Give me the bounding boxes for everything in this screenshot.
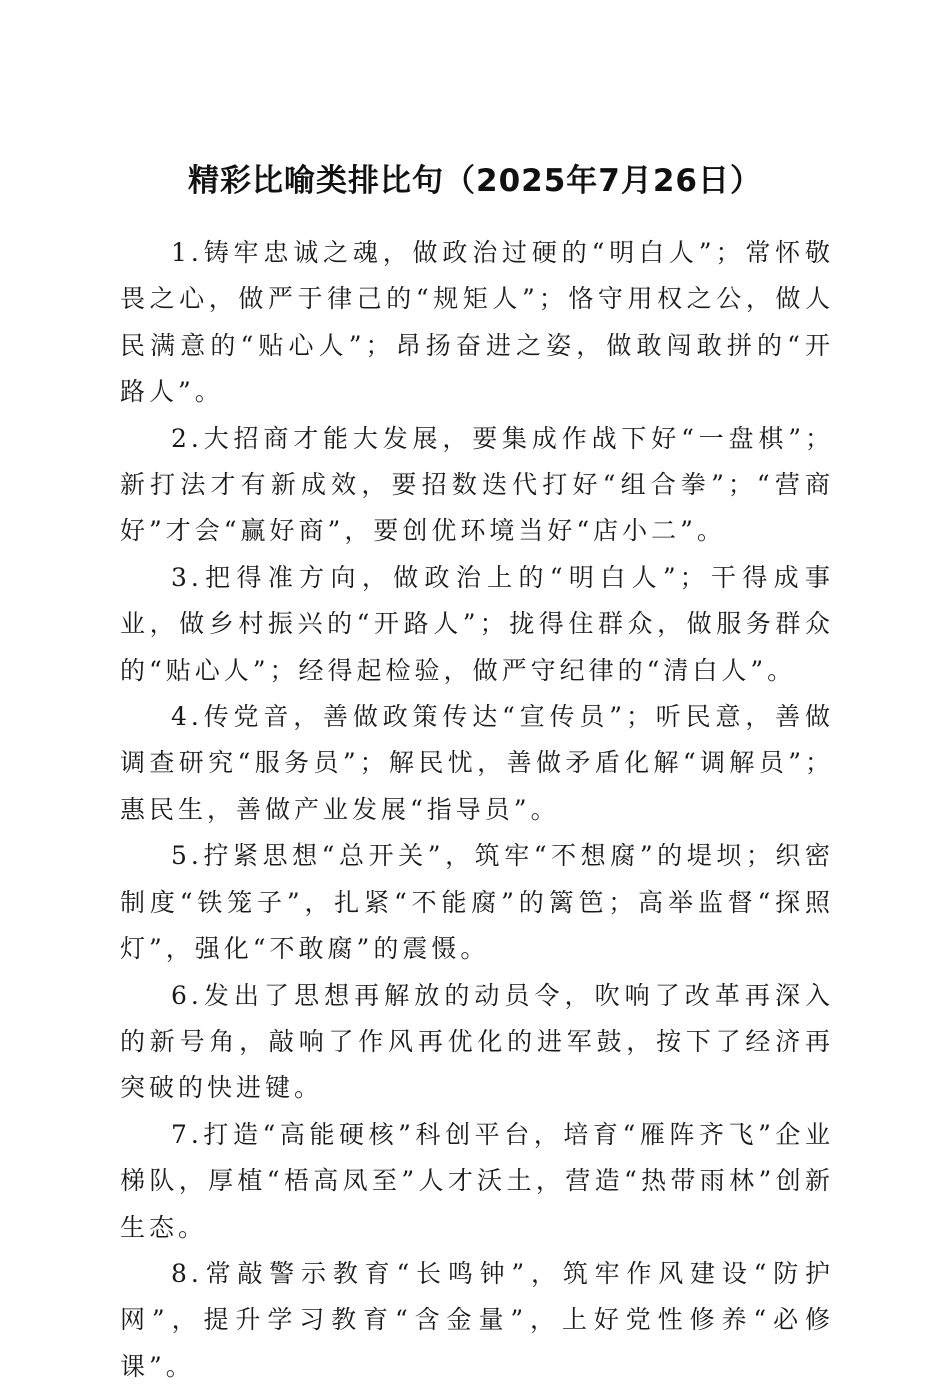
document-body [120, 230, 834, 1390]
document-title: 精彩比喻类排比句（2025年7月26日） [188, 162, 762, 199]
paragraph-4: 4.传党音，善做政策传达“宣传员”；听民意，善做调查研究“服务员”；解民忧，善做矛盾化解“调解员”；惠民生，善做产业发展“指导员”。 [120, 702, 834, 824]
paragraph-7: 7.打造“高能硬核”科创平台，培育“雁阵齐飞”企业梯队，厚植“梧高凤至”人才沃土，营造“热带雨林”创新生态。 [120, 1119, 834, 1242]
paragraph-1: 1.铸牢忠诚之魂，做政治过硬的“明白人”；常怀敬畏之心，做严于律己的“规矩人”；恪守用权之公，做人民满意的“贴心人”；昂扬奋进之姿，做敢闯敢拼的“开路人”。 [120, 238, 834, 407]
paragraph-3: 3.把得准方向，做政治上的“明白人”；干得成事业，做乡村振兴的“开路人”；拢得住群众，做服务群众的“贴心人”；经得起检验，做严守纪律的“清白人”。 [120, 562, 834, 685]
paragraph-2: 2.大招商才能大发展，要集成作战下好“一盘棋”；新打法才有新成效，要招数迭代打好“组合拳”；“营商好”才会“赢好商”，要创优环境当好“店小二”。 [120, 423, 834, 546]
paragraph-5: 5.拧紧思想“总开关”，筑牢“不想腐”的堤坝；织密制度“铁笼子”，扎紧“不能腐”的篱笆；高举监督“探照灯”，强化“不敢腐”的震慑。 [120, 841, 834, 964]
paragraph-6: 6.发出了思想再解放的动员令，吹响了改革再深入的新号角，敲响了作风再优化的进军鼓，按下了经济再突破的快进键。 [120, 980, 834, 1103]
paragraph-8: 8.常敲警示教育“长鸣钟”，筑牢作风建设“防护网”，提升学习教育“含金量”，上好党性修养“必修课”。 [120, 1258, 834, 1381]
